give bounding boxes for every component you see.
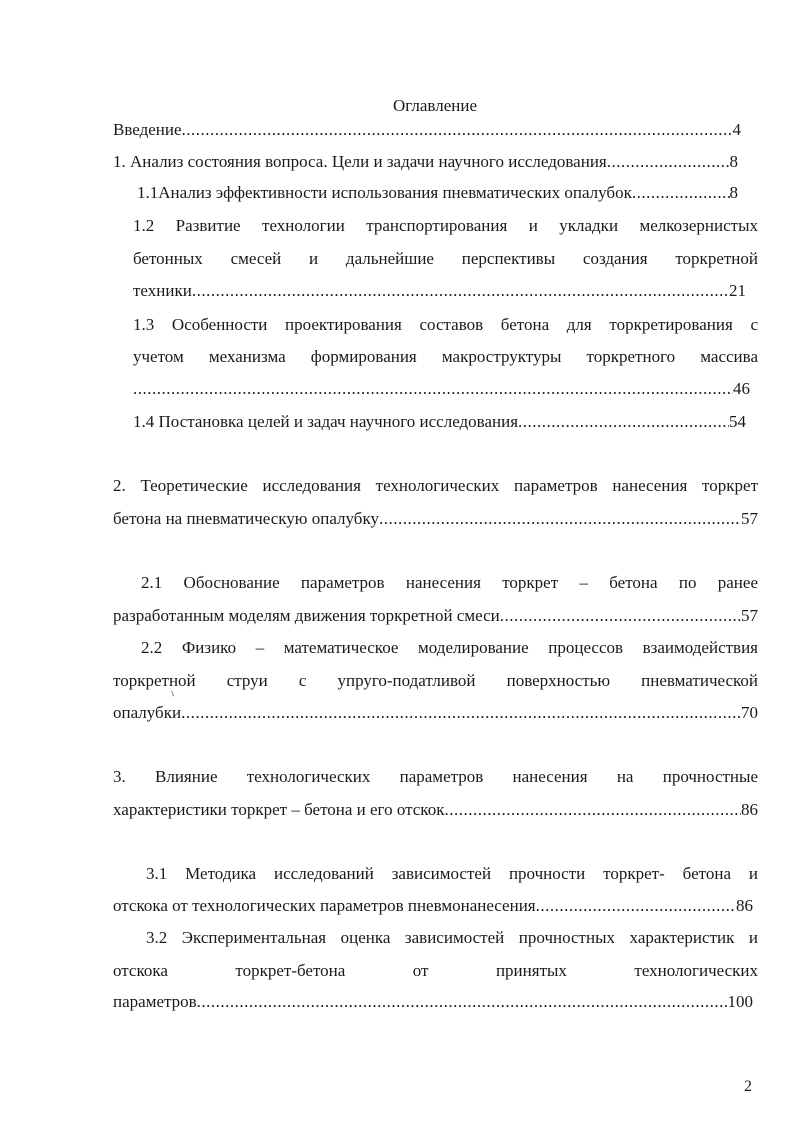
dot-leader	[500, 604, 741, 628]
toc-entry-1-1	[137, 181, 738, 205]
toc-entry-page: 57	[741, 606, 758, 625]
dot-leader	[518, 410, 729, 434]
page-title: Оглавление	[393, 96, 477, 115]
toc-entry-1	[113, 150, 738, 174]
dot-leader	[632, 181, 730, 205]
toc-entry-2-2-line-1: 2.2 Физико – математическое моделирование процессов взаимодействия	[141, 638, 758, 657]
toc-entry-page: 70	[741, 703, 758, 722]
toc-entry-text: 1.4 Постановка целей и задач научного исследования	[133, 412, 519, 431]
toc-entry-text: 1. Анализ состояния вопроса. Цели и задачи научного исследования	[113, 152, 607, 171]
toc-entry-page: 8	[729, 183, 738, 202]
toc-entry-page: 21	[729, 281, 746, 300]
toc-entry-text: отскока от технологических параметров пневмонанесения	[113, 896, 536, 915]
dot-leader	[197, 990, 728, 1014]
toc-entry-2-line-1: 2. Теоретические исследования технологических параметров нанесения торкрет	[113, 476, 758, 495]
toc-entry-text: Введение	[113, 120, 182, 139]
toc-entry-2-1-line-2	[113, 604, 758, 628]
toc-entry-3-2-line-1: 3.2 Экспериментальная оценка зависимостей прочностных характеристик и	[146, 928, 758, 947]
toc-entry-text: разработанным моделям движения торкретной смеси	[113, 606, 500, 625]
toc-entry-page: 4	[732, 120, 741, 139]
page-number: 2	[744, 1078, 752, 1095]
toc-entry-3-2-line-2: отскока торкрет-бетона от принятых технологических	[113, 961, 758, 980]
toc-entry-2-2-line-3	[113, 701, 758, 725]
toc-entry-introduction	[113, 118, 741, 142]
toc-entry-3-2-line-3	[113, 990, 753, 1014]
toc-entry-1-2-line-1: 1.2 Развитие технологии транспортирования и укладки мелкозернистых	[133, 216, 758, 235]
toc-entry-3-1-line-2	[113, 894, 753, 918]
toc-entry-text: 1.1Анализ эффективности использования пневматических опалубок	[137, 183, 632, 202]
toc-entry-page: 57	[741, 509, 758, 528]
toc-entry-text: бетона на пневматическую опалубку	[113, 509, 379, 528]
dot-leader	[182, 118, 733, 142]
toc-entry-page: 86	[736, 896, 753, 915]
dot-leader	[607, 150, 730, 174]
toc-entry-3-line-1: 3. Влияние технологических параметров нанесения на прочностные	[113, 767, 758, 786]
toc-entry-1-2-line-2: бетонных смесей и дальнейшие перспективы создания торкретной	[133, 249, 758, 268]
toc-entry-page: 8	[729, 152, 738, 171]
toc-entry-page: 100	[727, 992, 753, 1011]
toc-entry-2-line-2	[113, 507, 758, 531]
toc-entry-1-4	[133, 410, 746, 434]
dot-leader	[444, 798, 741, 822]
toc-entry-page: 86	[741, 800, 758, 819]
toc-entry-3-1-line-1: 3.1 Методика исследований зависимостей прочности торкрет- бетона и	[146, 864, 758, 883]
toc-entry-2-1-line-1: 2.1 Обоснование параметров нанесения торкрет – бетона по ранее	[141, 573, 758, 592]
toc-entry-text: опалубки	[113, 703, 182, 722]
toc-entry-page: 54	[729, 412, 746, 431]
toc-entry-2-2-line-2: торкретной струи с упруго-податливой поверхностью пневматической	[113, 671, 758, 690]
toc-entry-text: параметров	[113, 992, 197, 1011]
dot-leader	[192, 279, 729, 303]
dot-leader	[379, 507, 741, 531]
toc-entry-1-2-line-3	[133, 279, 746, 303]
toc-entry-1-3-line-2: учетом механизма формирования макроструктуры торкретного массива	[133, 347, 758, 366]
toc-entry-page: 46	[733, 379, 750, 398]
dot-leader	[181, 701, 741, 725]
toc-entry-text: характеристики торкрет – бетона и его отскок	[113, 800, 445, 819]
toc-entry-1-3-line-1: 1.3 Особенности проектирования составов бетона для торкретирования с	[133, 315, 758, 334]
dot-leader	[536, 894, 736, 918]
toc-entry-3-line-2	[113, 798, 758, 822]
toc-entry-text: техники	[133, 281, 192, 300]
dot-leader	[133, 377, 733, 401]
toc-entry-1-3-line-3	[133, 377, 750, 401]
